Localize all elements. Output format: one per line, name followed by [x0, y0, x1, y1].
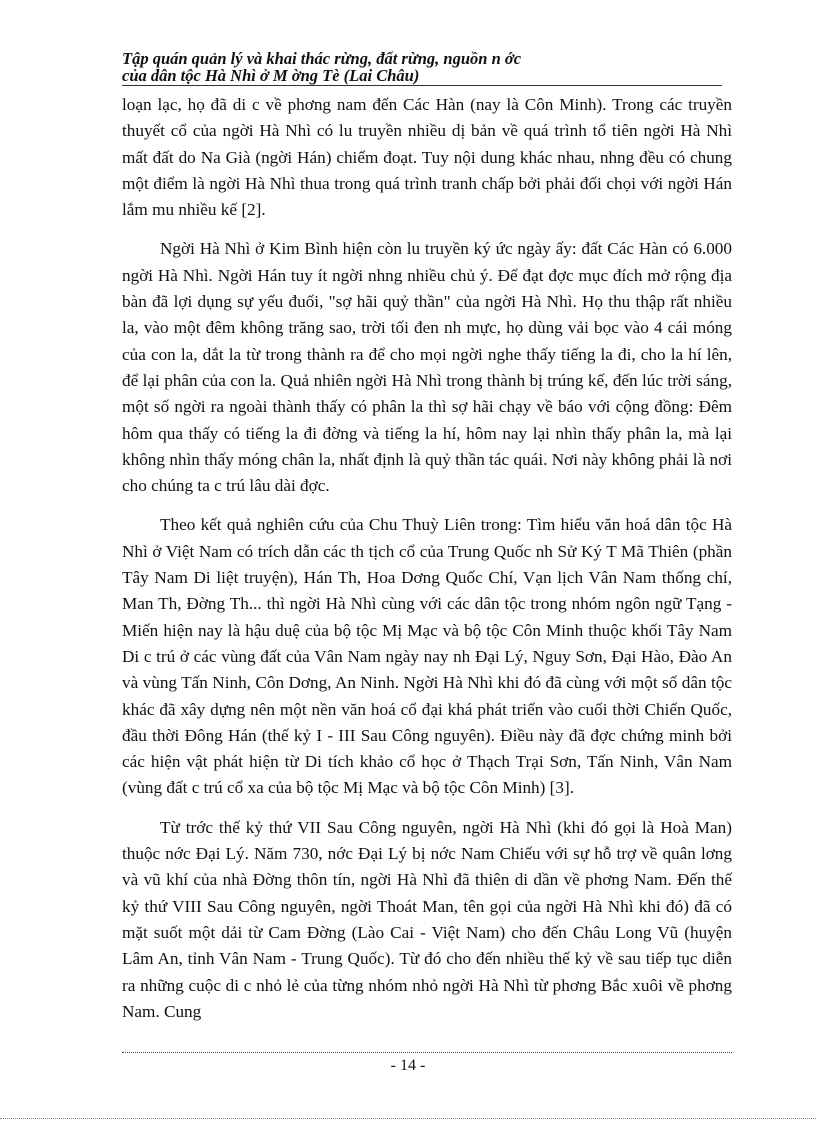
paragraph-3: Theo kết quả nghiên cứu của Chu Thuỳ Liên trong: Tìm hiểu văn hoá dân tộc Hà Nhì ở Việt Nam có trích dẫn các th tịch cổ của Trung Quốc nh Sử Ký T Mã Thiên (phần Tây Nam Di liệt truyện), Hán Th, Hoa Dơng Quốc Chí, Vạn lịch Vân Nam thống chí, Man Th, Đờng Th... thì ngời Hà Nhì cùng với các dân tộc trong nhóm ngôn ngữ Tạng - Miến hiện nay là hậu duệ của bộ tộc Mị Mạc và bộ tộc Côn Minh thuộc khối Tây Nam Di c trú ở các vùng đất của Vân Nam ngày nay nh Đại Lý, Nguy Sơn, Đại Hào, Đào An và vùng Tấn Ninh, Côn Dơng, An Ninh. Ngời Hà Nhì khi đó đã cùng với một số dân tộc khác đã xây dựng nên một nền văn hoá cổ đại khá phát triển vào cuối thời Chiến Quốc, đầu thời Đông Hán (thế kỷ I - III Sau Công nguyên). Điều này đã đợc chứng minh bởi các hiện vật phát hiện từ Di tích khảo cổ học ở Thạch Trại Sơn, Tấn Ninh, Vân Nam (vùng đất c trú cổ xa của bộ tộc Mị Mạc và bộ tộc Côn Minh) [3]. [122, 515, 732, 798]
paragraph-4: Từ trớc thế kỷ thứ VII Sau Công nguyên, ngời Hà Nhì (khi đó gọi là Hoà Man) thuộc nớc Đại Lý. Năm 730, nớc Đại Lý bị nớc Nam Chiếu với sự hỗ trợ về quân lơng và vũ khí của nhà Đờng thôn tín, ngời Hà Nhì đã thiên di dần về phơng Nam. Đến thế kỷ thứ VIII Sau Công nguyên, ngời Thoát Man, tên gọi của ngời Hà Nhì khi đó) đã có mặt suốt một dải từ Cam Đờng (Lào Cai - Việt Nam) cho đến Châu Long Vũ (huyện Lâm An, tỉnh Vân Nam - Trung Quốc). Từ đó cho đến nhiều thế kỷ về sau tiếp tục diễn ra những cuộc di c nhỏ lẻ của từng nhóm nhỏ ngời Hà Nhì từ phơng Bắc xuôi về phơng Nam. Cung [122, 817, 732, 1021]
page-number: - 14 - [390, 1057, 426, 1074]
header-line-1: Tập quán quản lý và khai thác rừng, đất rừng, nguồn n ớc [122, 49, 522, 68]
bottom-divider [0, 1118, 816, 1119]
paragraph-2: Ngời Hà Nhì ở Kim Bình hiện còn lu truyền ký ức ngày ấy: đất Các Hàn có 6.000 ngời Hà Nhì. Ngời Hán tuy ít ngời nhng nhiều chủ ý. Để đạt đợc mục đích mở rộng địa bàn đã lợi dụng sự yếu đuối, "sợ hãi quỷ thần" của ngời Hà Nhì. Họ thu thập rất nhiều la, vào một đêm không trăng sao, trời tối đen nh mực, họ dùng vải bọc vào 4 cái móng của con la, dắt la từ trong thành ra để cho mọi ngời nghe thấy tiếng la đi, cho la hí lên, để lại phân của con la. Quả nhiên ngời Hà Nhì trong thành bị trúng kế, đến lúc trời sáng, một số ngời ra ngoài thành thấy có phân la thì sợ hãi chạy về báo với cộng đồng: Đêm hôm qua thấy có tiếng la đi đờng và tiếng la hí, hôm nay lại nhìn thấy phân la, mà lại không nhìn thấy móng chân la, nhất định là quỷ thần tác quái. Nơi này không phải là nơi cho chúng ta c trú lâu dài đợc. [122, 239, 732, 496]
header-line-2: của dân tộc Hà Nhì ở M ờng Tè (Lai Châu) [122, 66, 420, 85]
paragraph-1: loạn lạc, họ đã di c về phơng nam đến Các Hàn (nay là Côn Minh). Trong các truyền thuyết cổ của ngời Hà Nhì có lu truyền nhiều dị bản về quá trình tổ tiên ngời Hà Nhì mất đất do Na Già (ngời Hán) chiếm đoạt. Tuy nội dung khác nhau, nhng đều có chung một điểm là ngời Hà Nhì thua trong quá trình tranh chấp bởi phải đối chọi với ngời Hán lắm mu nhiều kế [2]. [122, 95, 732, 220]
footer-divider [122, 1052, 732, 1053]
body-text [122, 92, 732, 1038]
running-header [122, 50, 722, 86]
